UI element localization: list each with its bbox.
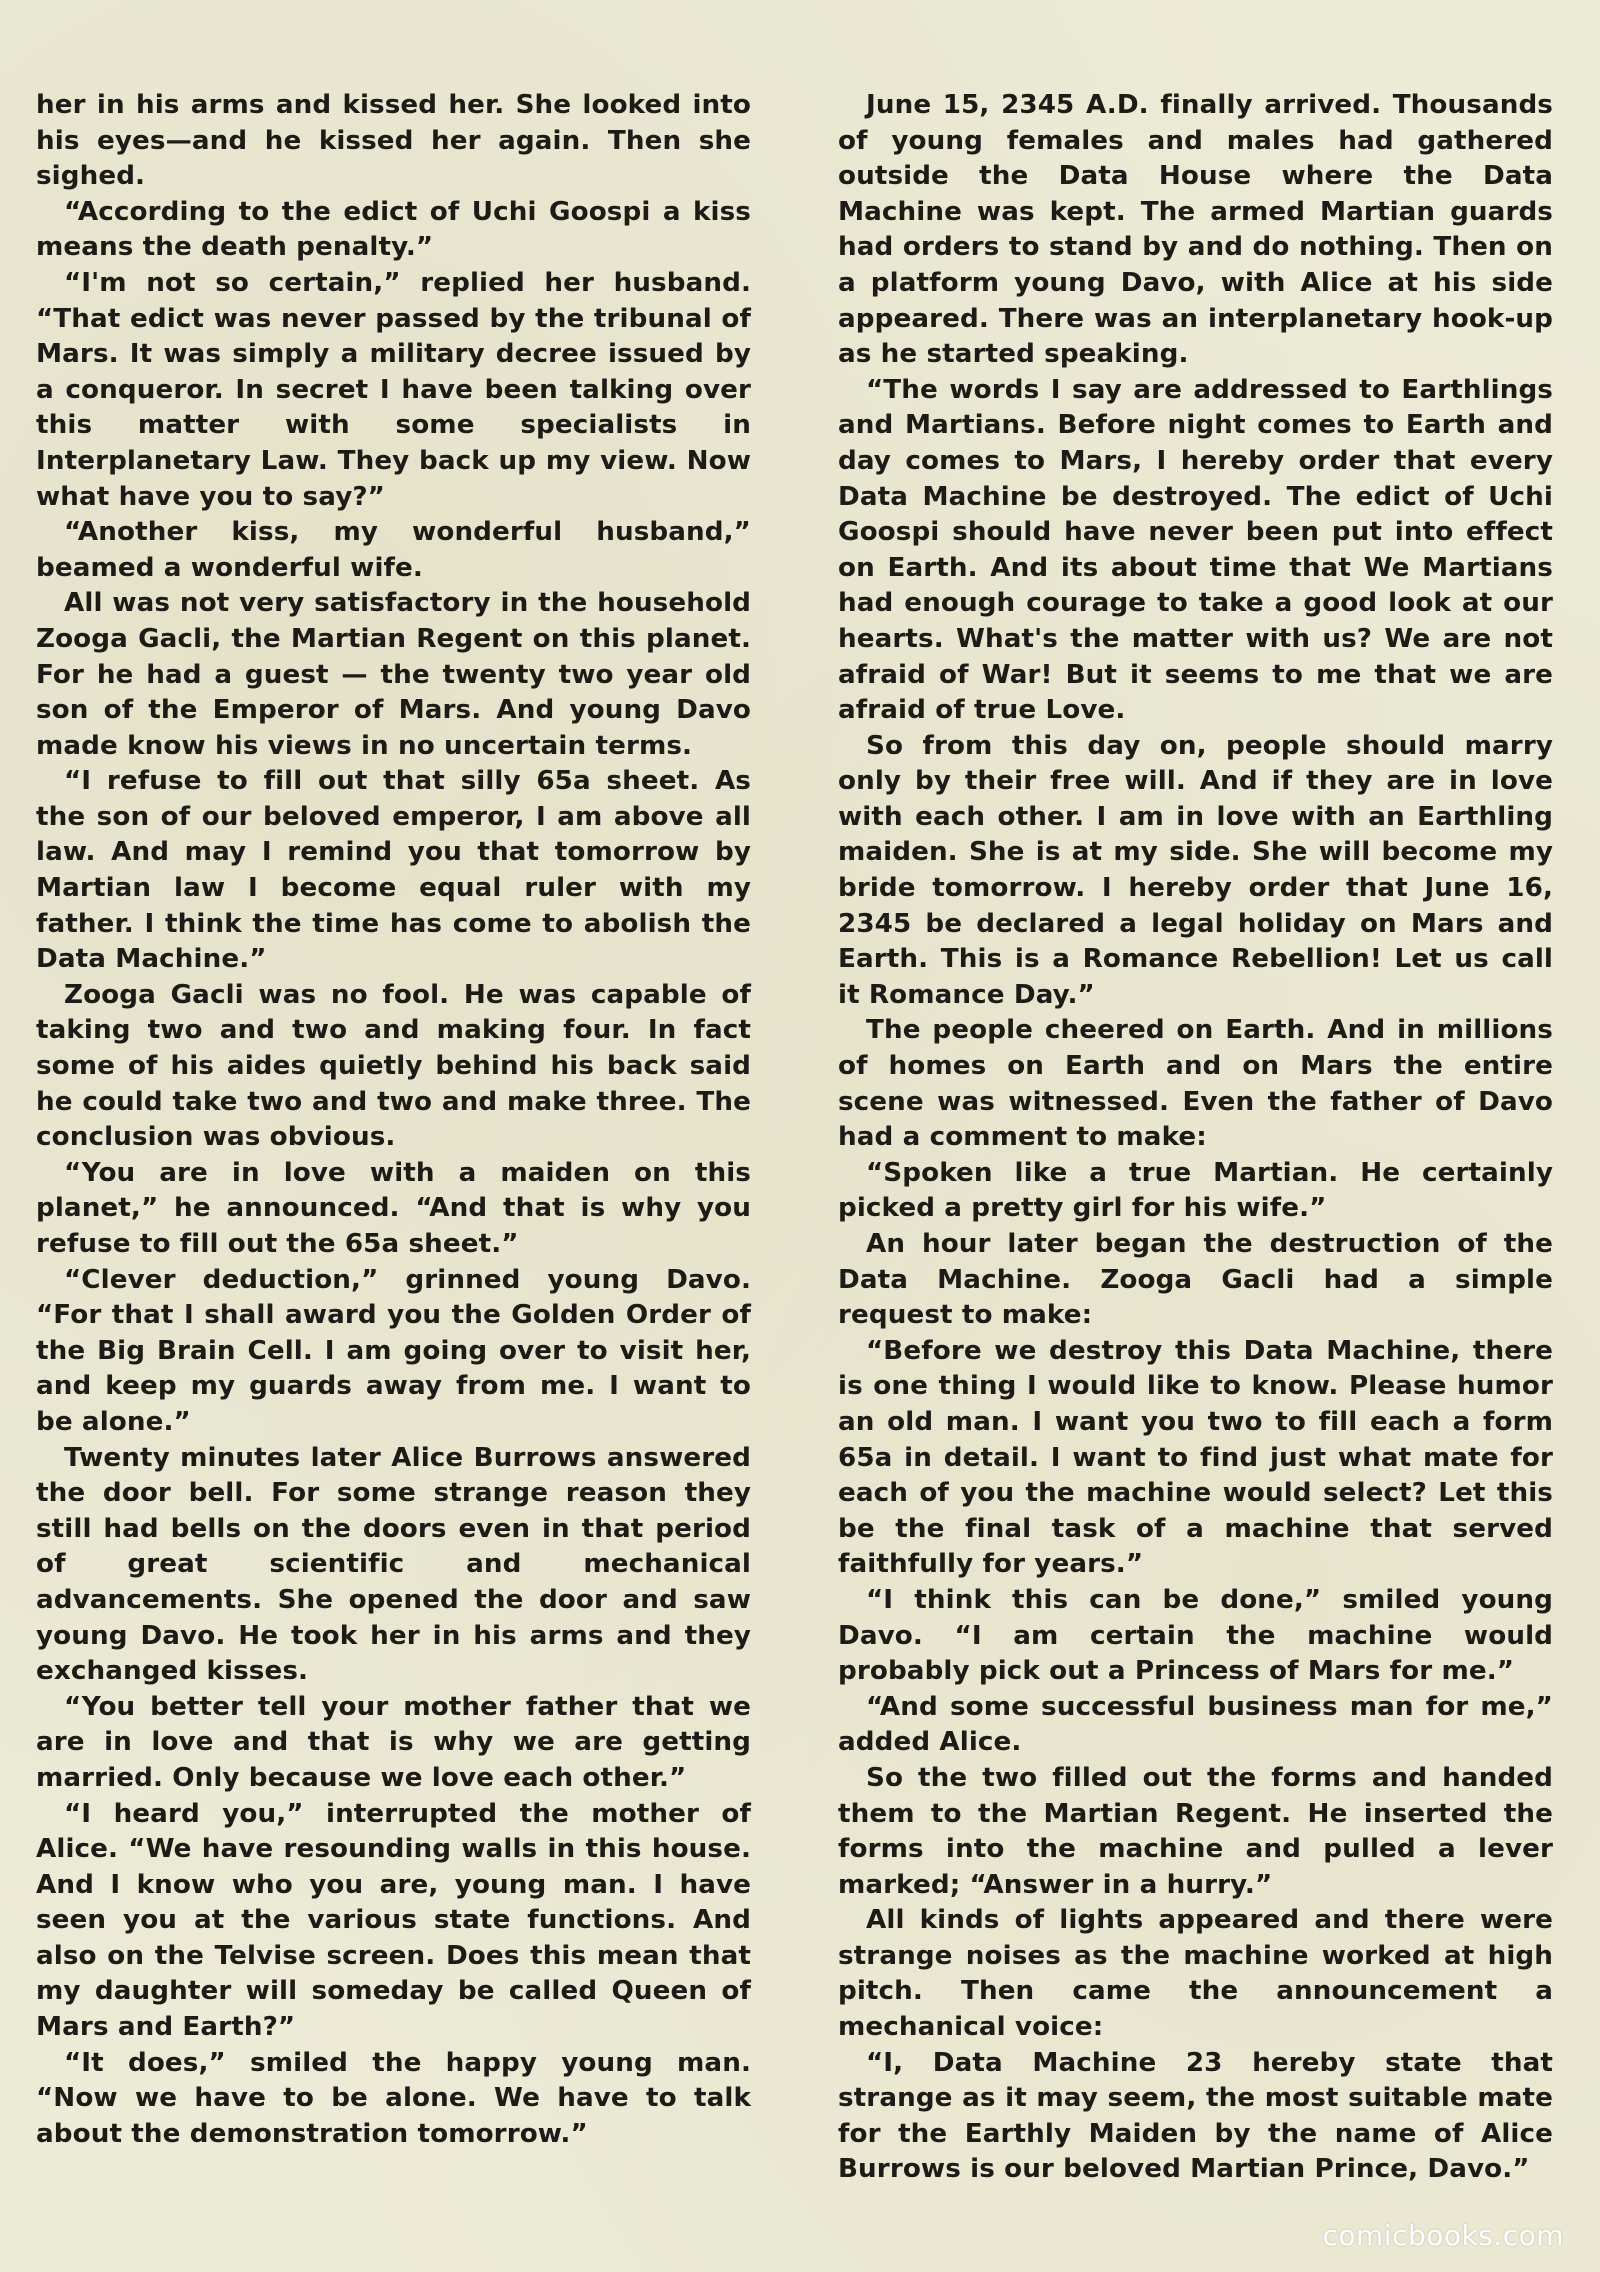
paragraph: Zooga Gacli was no fool. He was capable of taking two and two and making four. In fact some of his aides quietly behind his back said he could take two and two and make three. The conclusion was obvious. — [36, 979, 751, 1153]
paragraph: “According to the edict of Uchi Goospi a kiss means the death penalty.” — [36, 196, 751, 263]
paragraph: “You better tell your mother father that we are in love and that is why we are getting married. Only because we love each other.” — [36, 1691, 751, 1793]
paragraph: Twenty minutes later Alice Burrows answered the door bell. For some strange reason they still had bells on the doors even in that period of great scientific and mechanical advancements. She opened the door and saw young Davo. He took her in his arms and they exchanged kisses. — [36, 1442, 751, 1687]
paragraph: her in his arms and kissed her. She looked into his eyes—and he kissed her again. Then she sighed. — [36, 90, 751, 192]
paragraph: “The words I say are addressed to Earthlings and Martians. Before night comes to Earth and day comes to Mars, I hereby order that every Data Machine be destroyed. The edict of Uchi Goospi should have never been put into effect on Earth. And its about time that We Martians had enough courage to take a good look at our hearts. What's the matter with us? We are not afraid of War! But it seems to me that we are afraid of true Love. — [838, 374, 1553, 726]
watermark: comicbooks.com — [1322, 2219, 1564, 2252]
paragraph: “I think this can be done,” smiled young Davo. “I am certain the machine would probably pick out a Princess of Mars for me.” — [838, 1584, 1553, 1687]
paragraph: “It does,” smiled the happy young man. “Now we have to be alone. We have to talk about the demonstration tomorrow.” — [36, 2047, 751, 2149]
paragraph: “And some successful business man for me,” added Alice. — [838, 1691, 1553, 1758]
paragraph: An hour later began the destruction of the Data Machine. Zooga Gacli had a simple request to make: — [838, 1229, 1553, 1331]
paragraph: June 15, 2345 A.D. finally arrived. Thousands of young females and males had gathered outside the Data House where the Data Machine was kept. The armed Martian guards had orders to stand by and do nothing. Then on a platform young Davo, with Alice at his side appeared. There was an interplanetary hook-up as he started speaking. — [838, 90, 1553, 370]
paragraph: “Before we destroy this Data Machine, there is one thing I would like to know. Please humor an old man. I want you two to fill each a form 65a in detail. I want to find just what mate for each of you the machine would select? Let this be the final task of a machine that served faithfully for years.” — [838, 1335, 1553, 1580]
paragraph: “You are in love with a maiden on this planet,” he announced. “And that is why you refuse to fill out the 65a sheet.” — [36, 1157, 751, 1259]
right-text-column — [838, 88, 1553, 2188]
left-text-column — [36, 88, 751, 2152]
paragraph: All kinds of lights appeared and there were strange noises as the machine worked at high pitch. Then came the announcement a mechanical voice: — [838, 1905, 1553, 2043]
paragraph: So the two filled out the forms and handed them to the Martian Regent. He inserted the forms into the machine and pulled a lever marked; “Answer in a hurry.” — [838, 1762, 1553, 1900]
paragraph: “Spoken like a true Martian. He certainly picked a pretty girl for his wife.” — [838, 1157, 1553, 1224]
paragraph: “Clever deduction,” grinned young Davo. “For that I shall award you the Golden Order of the Big Brain Cell. I am going over to visit her, and keep my guards away from me. I want to be alone.” — [36, 1264, 751, 1437]
paragraph: “Another kiss, my wonderful husband,” beamed a wonderful wife. — [36, 517, 751, 583]
paragraph: So from this day on, people should marry only by their free will. And if they are in love with each other. I am in love with an Earthling maiden. She is at my side. She will become my bride tomorrow. I hereby order that June 16, 2345 be declared a legal holiday on Mars and Earth. This is a Romance Rebellion! Let us call it Romance Day.” — [838, 730, 1553, 1010]
paragraph: “I heard you,” interrupted the mother of Alice. “We have resounding walls in this house. And I know who you are, young man. I have seen you at the various state functions. And also on the Telvise screen. Does this mean that my daughter will someday be called Queen of Mars and Earth?” — [36, 1798, 751, 2043]
paragraph: “I, Data Machine 23 hereby state that strange as it may seem, the most suitable mate for the Earthly Maiden by the name of Alice Burrows is our beloved Martian Prince, Davo.” — [838, 2047, 1553, 2185]
paragraph: The people cheered on Earth. And in millions of homes on Earth and on Mars the entire scene was witnessed. Even the father of Davo had a comment to make: — [838, 1015, 1553, 1153]
paragraph: “I'm not so certain,” replied her husband. “That edict was never passed by the tribunal of Mars. It was simply a military decree issued by a conqueror. In secret I have been talking over this matter with some specialists in Interplanetary Law. They back up my view. Now what have you to say?” — [36, 267, 751, 512]
paragraph: All was not very satisfactory in the household Zooga Gacli, the Martian Regent on this planet. For he had a guest — the twenty two year old son of the Emperor of Mars. And young Davo made know his views in no uncertain terms. — [36, 588, 751, 761]
paragraph: “I refuse to fill out that silly 65a sheet. As the son of our beloved emperor, I am above all law. And may I remind you that tomorrow by Martian law I become equal ruler with my father. I think the time has come to abolish the Data Machine.” — [36, 766, 751, 975]
